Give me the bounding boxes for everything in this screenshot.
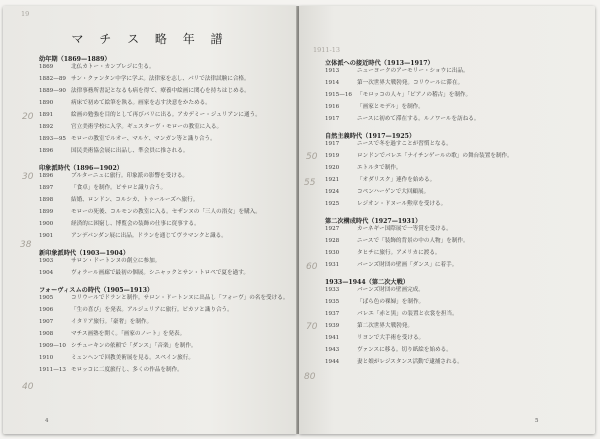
row-text: 妻と娘がレジスタンス活動で逮捕される。 [357,359,463,365]
margin-note: 30 [22,172,34,182]
left-page-number: 4 [45,418,49,424]
row-text: イタリア旅行。「豪奢」を制作。 [71,319,153,325]
row-year: 1919 [325,153,340,159]
row-text: マチス画塾を開く。「画家のノート」を発表。 [71,331,186,337]
row-text: 国民美術協会展に出品し、準会員に推される。 [71,148,189,154]
row-text: レジオン・ドヌール勲章を受ける。 [357,201,447,207]
row-text: ニューヨークのアーモリー・ショウに出品。 [357,68,469,74]
row-text: 法律事務所書記となるも病を得て、療養中絵画に関心を持ちはじめる。 [71,88,250,94]
row-year: 1937 [325,311,340,317]
margin-note: 70 [306,322,318,332]
row-year: 1935 [325,299,340,305]
row-year: 1909—10 [39,343,66,349]
row-year: 1941 [325,335,340,341]
row-text: 「食卓」を制作。ピサロと識り合う。 [71,185,167,191]
row-year: 1882—89 [39,76,66,82]
row-text: 官立美術学校に入学。ギュスターヴ・モローの教室に入る。 [71,124,223,130]
row-text: ヴォラール画廊で最初の個展。シニャックとサン・トロペで夏を過す。 [71,270,249,276]
right-top-tag: 1911-13 [313,46,341,54]
row-year: 1893—95 [39,136,66,142]
row-year: 1890 [39,100,54,106]
row-text: シチューキンの依頼で「ダンス」「音楽」を制作。 [71,343,197,349]
row-year: 1898 [39,197,54,203]
row-text: 絵画の勉強を目的として再びパリに出る。アカデミー・ジュリアンに通う。 [71,112,261,118]
row-text: 「ばら色の裸婦」を制作。 [357,299,425,305]
row-year: 1927 [325,226,340,232]
row-text: エトルタで制作。 [357,165,402,171]
section-heading: 幼年期（1869—1889） [39,56,111,63]
row-text: リヨンで大手術を受ける。 [357,335,425,341]
section-heading: 立体派への接近時代（1913—1917） [325,60,434,67]
row-year: 1905 [39,295,54,301]
margin-note: 60 [306,262,318,272]
row-year: 1913 [325,68,340,74]
row-year: 1896 [39,148,54,154]
row-text: ヴァンスに移る。切り紙絵を始める。 [357,347,452,353]
margin-note: 55 [304,178,316,188]
margin-note: 50 [306,152,318,162]
row-year: 1892 [39,124,54,130]
section-heading: 新印象派時代（1903—1904） [39,250,130,257]
row-year: 1915—16 [325,92,352,98]
row-text: サロン・ドートンヌの創立に参加。 [71,258,161,264]
row-text: 病床で初めて絵筆を執る。画家を志す決意をかためる。 [71,100,211,106]
row-text: バーンズ財団の壁画完成。 [357,287,424,293]
row-text: モローの教室でルオー、マルケ、マンガン等と識り合う。 [71,136,216,142]
row-text: タヒチに旅行。アメリカに渡る。 [357,250,441,256]
row-year: 1924 [325,189,340,195]
row-year: 1903 [39,258,54,264]
row-year: 1910 [39,355,54,361]
row-year: 1897 [39,185,54,191]
row-text: 「モロッコの人々」「ピアノの稽古」を制作。 [357,92,472,98]
row-year: 1917 [325,141,340,147]
row-year: 1931 [325,262,340,268]
row-year: 1906 [39,307,54,313]
section-heading: 自然主義時代（1917—1925） [325,133,416,140]
margin-note: 20 [22,112,34,122]
row-text: ブルターニュに旅行。印象派の影響を受ける。 [71,173,189,179]
row-text: コペンハーゲンで大回顧展。 [357,189,430,195]
row-year: 1904 [39,270,54,276]
row-year: 1899 [39,209,54,215]
row-text: カーネギー国際展で一等賞を受ける。 [357,226,452,232]
row-year: 1944 [325,359,340,365]
row-year: 1907 [39,319,54,325]
row-year: 1920 [325,165,340,171]
section-heading: フォーヴィスムの時代（1905—1913） [39,287,154,294]
right-page [299,6,595,434]
row-text: モロッコに二度旅行し、多くの作品を制作。 [71,367,183,373]
row-text: バーンズ財団の壁画「ダンス」に着手。 [357,262,458,268]
row-year: 1943 [325,347,340,353]
row-text: 「オダリスク」連作を始める。 [357,177,436,183]
row-text: ニースに初めて滞在する。ルノワールを訪ねる。 [357,116,480,122]
row-text: ロンドンでバレエ「ナイチンゲールの歌」の舞台装置を制作。 [357,153,513,159]
row-year: 1901 [39,233,54,239]
row-year: 1925 [325,201,340,207]
row-year: 1933 [325,287,340,293]
row-year: 1908 [39,331,54,337]
row-year: 1921 [325,177,340,183]
row-year: 1914 [325,80,340,86]
row-year: 1939 [325,323,340,329]
row-year: 1928 [325,238,340,244]
row-year: 1900 [39,221,54,227]
section-heading: 第二次構成時代（1927—1931） [325,218,422,225]
row-year: 1930 [325,250,340,256]
section-heading: 印象派時代（1896—1902） [39,165,123,172]
row-text: 結婚、ロンドン、コルシカ、トゥールーズへ旅行。 [71,197,199,203]
row-year: 1889—90 [39,88,66,94]
row-year: 1896 [39,173,54,179]
section-heading: 1933—1944（第二次大戦） [325,279,409,286]
row-year: 1869 [39,64,54,70]
margin-note: 38 [20,240,32,250]
row-text: バレエ「赤と黒」の装置と衣裳を担当。 [357,311,458,317]
row-text: ニースで冬を過すことが習慣となる。 [357,141,452,147]
row-text: 経済的に困窮し、博覧会の装飾の仕事に従事する。 [71,221,200,227]
row-text: 「画家とモデル」を制作。 [357,104,424,110]
row-text: モローの死後、コルモンの教室に入る。セザンヌの「三人の浴女」を購入。 [71,209,261,215]
row-text: 第一次世界大戦勃発。コリウールに滞在。 [357,80,464,86]
page-title: マ チ ス 略 年 譜 [71,32,229,46]
row-text: 「生の喜び」を発表。アルジェリアに旅行。ピカソと識り合う。 [71,307,233,313]
row-text: 第二次世界大戦勃発。 [357,323,413,329]
row-text: アンデパンダン展に出品。ドランを通じてヴラマンクと識る。 [71,233,227,239]
row-year: 1891 [39,112,54,118]
left-top-tag: 19 [21,10,30,18]
row-text: 北仏カトー・カンブレジに生る。 [71,64,155,70]
row-year: 1916 [325,104,340,110]
margin-note: 80 [304,372,316,382]
row-text: ミュンヘンで回教美術展を見る。スペイン旅行。 [71,355,194,361]
right-page-number: 5 [535,418,539,424]
row-text: ニースで「装飾的背景の中の人物」を制作。 [357,238,469,244]
margin-note: 40 [22,382,34,392]
row-year: 1911—13 [39,367,66,373]
row-text: コリウールでドランと制作。サロン・ドートンヌに出品し「フォーヴ」の名を受ける。 [71,295,289,301]
left-page [3,6,297,434]
row-year: 1917 [325,116,340,122]
row-text: サン・クァンタン中学に学ぶ。法律家を志し、パリで法律試験に合格。 [71,76,250,82]
